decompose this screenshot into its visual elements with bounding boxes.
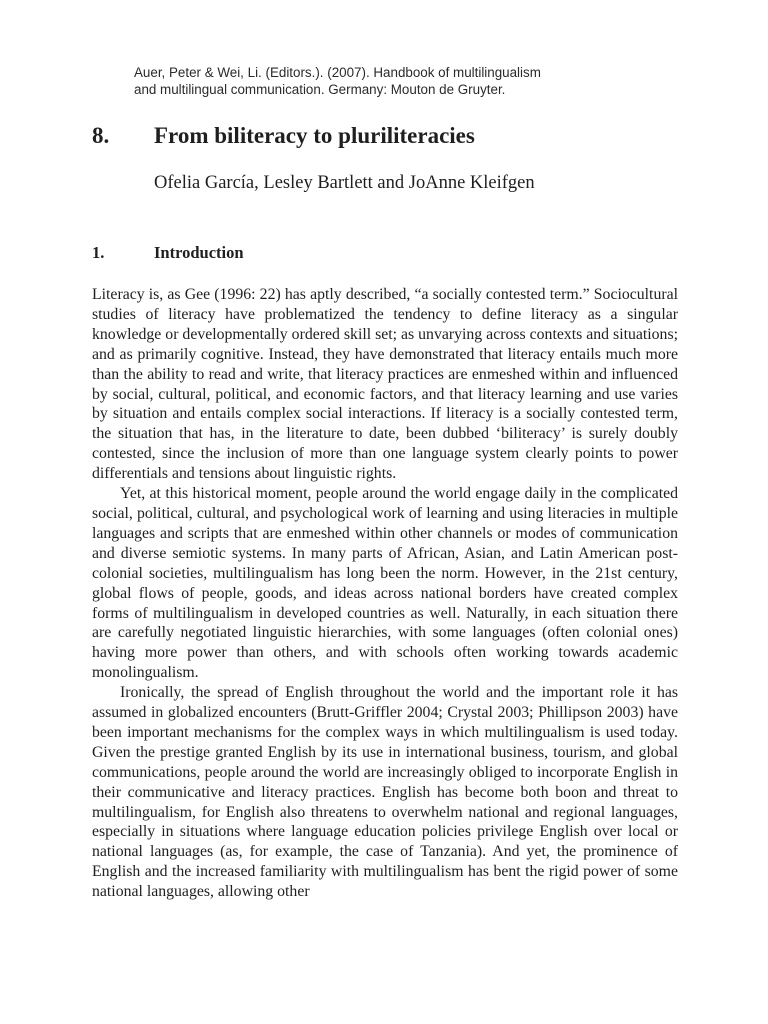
source-citation xyxy=(134,64,694,98)
citation-line-1: Auer, Peter & Wei, Li. (Editors.). (2007). Handbook of multilingualism xyxy=(134,65,541,80)
section-title: Introduction xyxy=(154,243,244,262)
section-number: 1. xyxy=(92,243,105,262)
body-text xyxy=(92,285,678,902)
citation-line-2: and multilingual communication. Germany: Mouton de Gruyter. xyxy=(134,82,506,97)
chapter-title: From biliteracy to pluriliteracies xyxy=(154,123,475,148)
chapter-number: 8. xyxy=(92,123,110,148)
chapter-authors: Ofelia García, Lesley Bartlett and JoAnne Kleifgen xyxy=(154,173,535,193)
paragraph: Literacy is, as Gee (1996: 22) has aptly described, “a socially contested term.” Sociocultural studies of literacy have problematized the tendency to define literacy as a singular knowledge or developmentally ordered skill set; as unvarying across contexts and situations; and as primarily cognitive. Instead, they have demonstrated that literacy entails much more than the ability to read and write, that literacy practices are enmeshed within and influenced by social, cultural, political, and economic factors, and that literacy learning and use varies by situation and entails complex social interactions. If literacy is a socially contested term, the situation that has, in the literature to date, been dubbed ‘biliteracy’ is surely doubly contested, since the inclusion of more than one language system clearly points to power differentials and tensions about linguistic rights. xyxy=(92,286,678,483)
paragraph: Ironically, the spread of English throughout the world and the important role it has assumed in globalized encounters (Brutt-Griffler 2004; Crystal 2003; Phillipson 2003) have been important mechanisms for the complex ways in which multilingualism is used today. Given the prestige granted English by its use in international business, tourism, and global communications, people around the world are increasingly obliged to incorporate English in their communicative and literacy practices. English has become both boon and threat to multilingualism, for English also threatens to overwhelm national and regional languages, especially in situations where language education policies privilege English over local or national languages (as, for example, the case of Tanzania). And yet, the prominence of English and the increased familiarity with multilingualism has bent the rigid power of some national languages, allowing other xyxy=(92,684,678,901)
paragraph: Yet, at this historical moment, people around the world engage daily in the complicated social, political, cultural, and psychological work of learning and using literacies in multiple languages and scripts that are enmeshed within other channels or modes of communication and diverse semiotic systems. In many parts of African, Asian, and Latin American post-colonial societies, multilingualism has long been the norm. However, in the 21st century, global flows of people, goods, and ideas across national borders have created complex forms of multilingualism in developed countries as well. Naturally, in each situation there are carefully negotiated linguistic hierarchies, with some languages (often colonial ones) having more power than others, and with schools often working towards academic monolingualism. xyxy=(92,485,678,682)
